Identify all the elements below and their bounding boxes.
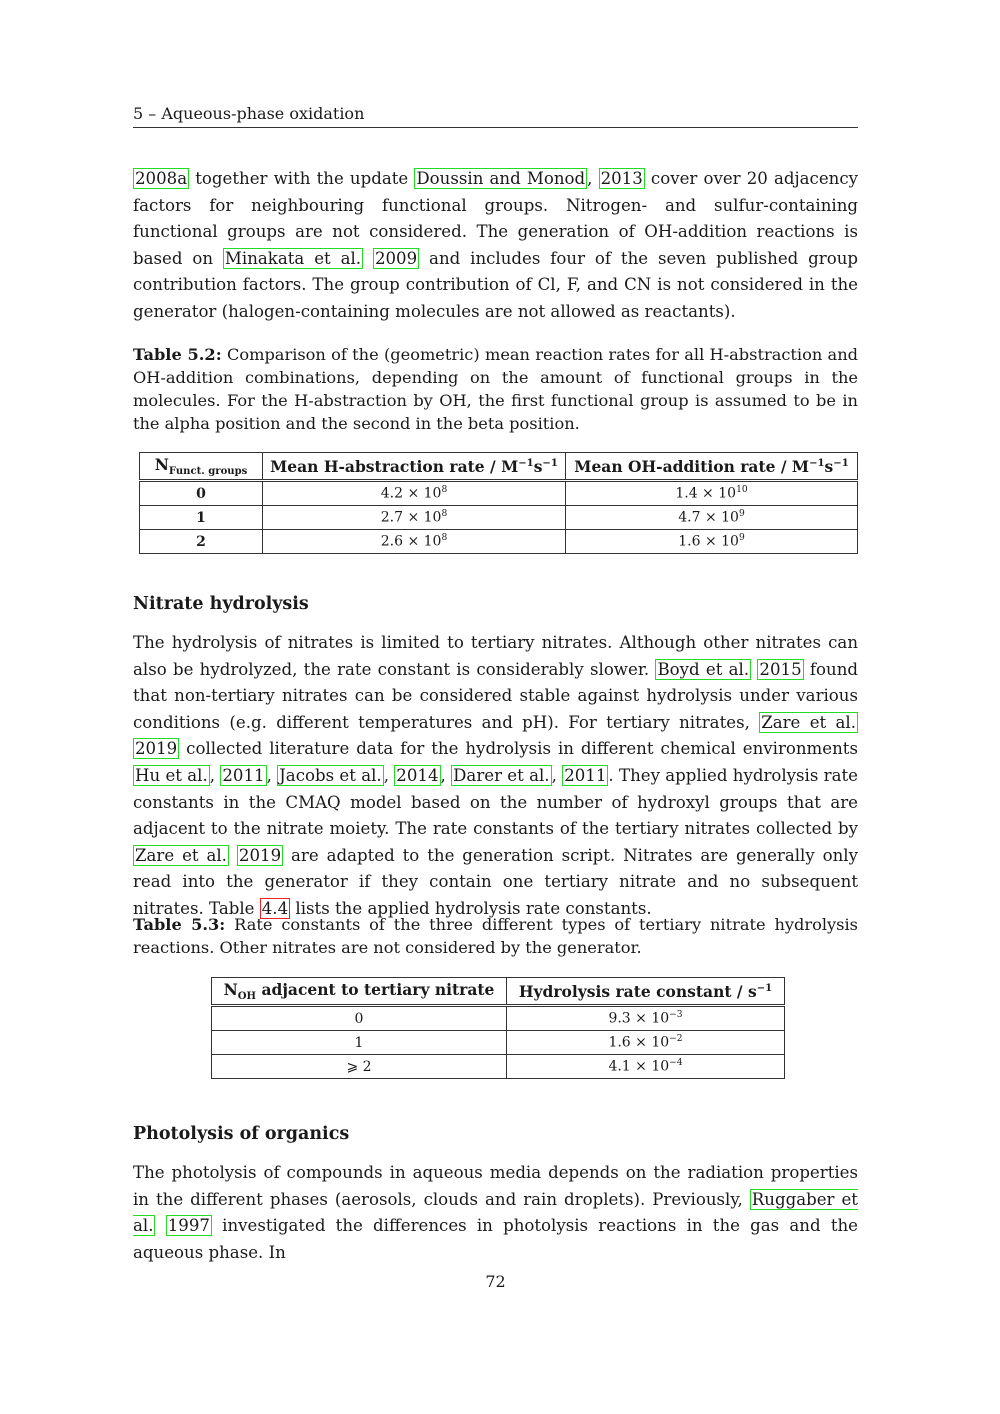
cell-n-groups: 1 (140, 506, 263, 530)
cell-rate-constant: $9.3 \times 10^{-3}$ (507, 1006, 785, 1031)
citation-link[interactable]: 2019 (135, 739, 178, 759)
table-5-3 (211, 977, 785, 1079)
citation-link[interactable]: Minakata et al. (224, 248, 362, 268)
cell-h-abstraction: $2.7 \times 10^8$ (263, 506, 566, 530)
nitrate-paragraph: The hydrolysis of nitrates is limited to tertiary nitrates. Although other nitrates can also be hydrolyzed, the rate constant is considerably slower. Boyd et al. 2015 found that non-tertiary nitrates can be considered stable against hydrolysis under various conditions (e.g. different temperatures and pH). For tertiary nitrates, Zare et al. 2019 collected literature data for the hydrolysis in different chemical environments Hu et al. , 2011 , Jacobs et al. , 2014 , Darer et al. , 2011 . They applied hydrolysis rate constants in the CMAQ model based on the number of hydroxyl groups that are adjacent to the nitrate moiety. The rate constants of the tertiary nitrates collected by Zare et al. 2019 are adapted to the generation script. Nitrates are generally only read into the generator if they contain one tertiary nitrate and no subsequent nitrates. Table 4.4 lists the applied hydrolysis rate constants. (133, 633, 859, 918)
column-header-n-oh: $N_{OH}$ adjacent to tertiary nitrate (212, 978, 507, 1006)
cell-n-groups: 0 (140, 481, 263, 506)
citation-link[interactable]: 2019 (238, 845, 282, 865)
cell-oh-addition: $1.6 \times 10^9$ (566, 530, 858, 554)
column-header-n-groups: $N_{Funct. groups}$ (140, 453, 263, 481)
intro-paragraph: 2008a together with the update Doussin and Monod , 2013 cover over 20 adjacency factors for neighbouring functional groups. Nitrogen- and sulfur-containing functional groups are not considered. The generation of OH-addition reactions is based on Minakata et al. 2009 and includes four of the seven published group contribution factors. The group contribution of Cl, F, and CN is not considered in the generator (halogen-containing molecules are not allowed as reactants). (133, 169, 859, 321)
citation-link[interactable]: 2011 (564, 765, 607, 785)
citation-link[interactable]: Zare et al. (761, 712, 856, 732)
cell-n-oh: ⩾ 2 (212, 1055, 507, 1079)
cell-rate-constant: $4.1 \times 10^{-4}$ (507, 1055, 785, 1079)
cell-oh-addition: $1.4 \times 10^{10}$ (566, 481, 858, 506)
citation-link[interactable]: Darer et al. (453, 765, 550, 785)
table-5-2-caption: Table 5.2: Comparison of the (geometric) mean reaction rates for all H-abstraction and OH-addition combinations, depending on the amount of functional groups in the molecules. For the H-abstraction by OH, the first functional group is assumed to be in the alpha position and the second in the beta position. (133, 345, 858, 433)
table-label: Table 5.2: (133, 345, 222, 364)
citation-link[interactable]: Zare et al. (135, 845, 227, 865)
citation-link[interactable]: 2015 (759, 659, 802, 679)
cell-n-groups: 2 (140, 530, 263, 554)
cell-oh-addition: $4.7 \times 10^9$ (566, 506, 858, 530)
citation-link[interactable]: 2009 (374, 248, 418, 268)
section-heading-nitrate-hydrolysis: Nitrate hydrolysis (133, 594, 309, 614)
table-row (140, 481, 858, 506)
citation-link[interactable]: Ruggaber et al. (133, 1189, 858, 1236)
cell-h-abstraction: $4.2 \times 10^8$ (263, 481, 566, 506)
citation-link[interactable]: Jacobs et al. (279, 765, 382, 785)
photolysis-paragraph: The photolysis of compounds in aqueous media depends on the radiation properties in the different phases (aerosols, clouds and rain droplets). Previously, Ruggaber et al. 1997 investigated the differences in photolysis reactions in the gas and the aqueous phase. In (133, 1163, 858, 1262)
table-5-3-caption: Table 5.3: Rate constants of the three different types of tertiary nitrate hydrolysis reactions. Other nitrates are not considered by the generator. (133, 915, 858, 957)
cell-n-oh: 0 (212, 1006, 507, 1031)
cell-h-abstraction: $2.6 \times 10^8$ (263, 530, 566, 554)
table-row (212, 1006, 785, 1031)
cell-n-oh: 1 (212, 1031, 507, 1055)
citation-link[interactable]: Boyd et al. (657, 659, 750, 679)
table-header-row (140, 453, 858, 481)
table-5-2 (139, 452, 858, 554)
table-reference-link[interactable]: 4.4 (261, 898, 289, 918)
column-header-hydrolysis-rate: Hydrolysis rate constant / $s^{-1}$ (507, 978, 785, 1006)
table-row (140, 506, 858, 530)
page-number: 72 (485, 1272, 506, 1291)
running-header: 5 – Aqueous-phase oxidation (133, 104, 858, 128)
column-header-oh-addition: Mean OH-addition rate / $M^{-1}s^{-1}$ (566, 453, 858, 481)
citation-link[interactable]: Doussin and Monod (416, 169, 586, 188)
column-header-h-abstraction: Mean H-abstraction rate / $M^{-1}s^{-1}$ (263, 453, 566, 481)
table-label: Table 5.3: (133, 915, 226, 934)
citation-link[interactable]: Hu et al. (135, 765, 208, 785)
table-row (212, 1031, 785, 1055)
table-header-row (212, 978, 785, 1006)
table-row (212, 1055, 785, 1079)
citation-link[interactable]: 2014 (396, 765, 439, 785)
section-heading-photolysis: Photolysis of organics (133, 1124, 350, 1144)
citation-link[interactable]: 2008a (135, 169, 188, 188)
cell-rate-constant: $1.6 \times 10^{-2}$ (507, 1031, 785, 1055)
citation-link[interactable]: 2013 (600, 169, 643, 188)
citation-link[interactable]: 2011 (222, 765, 265, 785)
citation-link[interactable]: 1997 (167, 1216, 210, 1236)
table-row (140, 530, 858, 554)
